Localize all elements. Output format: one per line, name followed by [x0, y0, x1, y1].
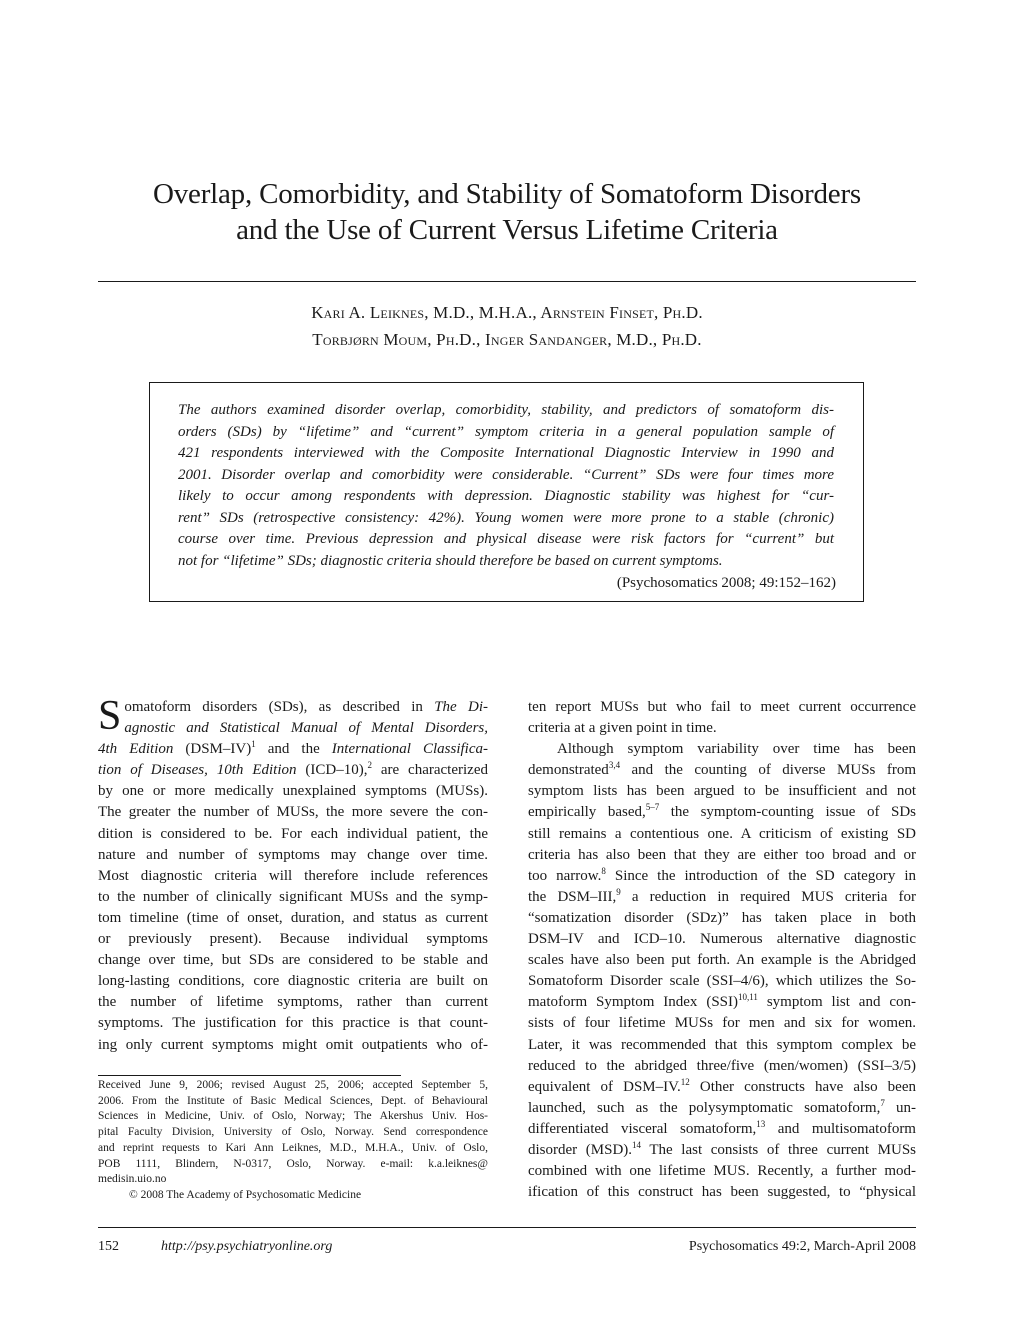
footnote-line: and reprint requests to Kari Ann Leiknes, M.D., M.H.A., Univ. of Oslo, — [98, 1141, 488, 1154]
body-line: criteria at a given point in time. — [528, 720, 717, 737]
body-line: ten report MUSs but who fail to meet current occurrence — [528, 699, 916, 715]
footnote-line: Sciences in Medicine, Univ. of Oslo, Norway; The Akershus Univ. Hos- — [98, 1110, 488, 1123]
body-line: reduced to the abridged three/five (men/women) (SSI–3/5) — [528, 1057, 916, 1074]
page-number: 152 — [98, 1239, 119, 1254]
body-line: Although symptom variability over time has been — [557, 741, 916, 758]
body-line: or previously present). Because individual symptoms — [98, 931, 488, 948]
footnote-line: Received June 9, 2006; revised August 25, 2006; accepted September 5, — [98, 1079, 488, 1091]
body-line: the DSM–III,$^9$ a reduction in required MUS criteria for — [528, 886, 916, 905]
body-line: still remains a contentious one. A criticism of existing SD — [528, 825, 916, 842]
drop-cap: S — [98, 693, 122, 739]
body-line: DSM–IV and ICD–10. Numerous alternative diagnostic — [528, 931, 916, 948]
body-line: demonstrated$^{3,4}$ and the counting of diverse MUSs from — [528, 760, 916, 779]
body-line: to the number of clinically significant MUSs and the symp- — [98, 888, 488, 905]
footnote-line: medisin.uio.no — [98, 1173, 167, 1186]
body-line: disorder (MSD).$^{14}$ The last consists of three current MUSs — [528, 1139, 917, 1158]
author-line: Kari A. Leiknes, M.D., M.H.A., Arnstein Finset, Ph.D. — [311, 303, 703, 322]
body-line: symptoms. The justification for this practice is that count- — [98, 1015, 488, 1032]
abstract-box — [149, 382, 864, 602]
title-line: Overlap, Comorbidity, and Stability of Somatoform Disorders — [152, 178, 861, 210]
footer-divider — [98, 1227, 916, 1228]
body-line: omatoform disorders (SDs), as described in The Di- — [124, 699, 488, 715]
abstract-line: The authors examined disorder overlap, comorbidity, stability, and predictors of somatoform dis- — [178, 402, 834, 418]
body-line: too narrow.$^8$ Since the introduction of the SD category in — [528, 865, 916, 884]
abstract-line: 421 respondents interviewed with the Composite International Diagnostic Interview in 1990 and — [178, 445, 834, 461]
abstract-line: rent” SDs (retrospective consistency: 42%). Young women were more prone to a stable (chronic) — [178, 509, 834, 526]
title-divider — [98, 281, 916, 282]
body-line: long-lasting conditions, core diagnostic criteria are built on — [98, 973, 488, 990]
body-line: combined with one lifetime MUS. Recently, a further mod- — [528, 1163, 916, 1180]
title-line: and the Use of Current Versus Lifetime Criteria — [236, 214, 778, 246]
body-line: differentiated visceral somatoform,$^{13}$ and multisomatoform — [528, 1118, 916, 1137]
copyright: © 2008 The Academy of Psychosomatic Medicine — [129, 1188, 362, 1201]
journal-issue: Psychosomatics 49:2, March-April 2008 — [688, 1239, 916, 1254]
body-line: ing only current symptoms might omit outpatients who of- — [98, 1036, 488, 1053]
footnote — [98, 1078, 488, 1204]
body-line: by one or more medically unexplained symptoms (MUSs). — [98, 783, 488, 800]
author-list — [98, 299, 916, 353]
body-line: agnostic and Statistical Manual of Mental Disorders, — [124, 720, 488, 737]
abstract-line: not for “lifetime” SDs; diagnostic criteria should therefore be based on current symptoms. — [178, 552, 723, 569]
body-line: launched, such as the polysymptomatic somatoform,$^7$ un- — [528, 1097, 916, 1116]
body-line: 4th Edition $(DSM-IV)^1$ and the International Classifica- — [98, 739, 488, 758]
body-line: “somatization disorder (SDz)” has taken place in both — [528, 909, 916, 926]
body-column-right — [528, 697, 916, 1203]
body-line: nature and number of symptoms may change over time. — [98, 846, 488, 863]
body-line: tom timeline (time of onset, duration, and status as current — [98, 909, 488, 926]
abstract-line: likely to occur among respondents with depression. Diagnostic stability was highest for “cur- — [178, 488, 834, 504]
article-title — [98, 176, 916, 248]
body-line: Somatoform Disorder scale (SSI–4/6), which utilizes the So- — [528, 973, 916, 990]
abstract-line: 2001. Disorder overlap and comorbidity were considerable. “Current” SDs were four times more — [178, 466, 834, 483]
body-line: The greater the number of MUSs, the more severe the con- — [98, 804, 488, 821]
body-line: empirically based,$^{5-7}$ the symptom-counting issue of SDs — [528, 802, 916, 821]
abstract-text — [178, 400, 834, 572]
footnote-divider — [98, 1075, 401, 1076]
footnote-line: pital Faculty Division, University of Oslo, Norway. Send correspondence — [98, 1126, 488, 1139]
abstract-citation: (Psychosomatics 2008; 49:152–162) — [616, 575, 836, 591]
footnote-line: POB 1111, Blindern, N-0317, Oslo, Norway. e-mail: k.a.leiknes@ — [98, 1157, 488, 1170]
author-line: Torbjørn Moum, Ph.D., Inger Sandanger, M.D., Ph.D. — [312, 330, 702, 349]
body-line: equivalent of DSM–IV.$^{12}$ Other constructs have also been — [528, 1076, 916, 1095]
abstract-line: course over time. Previous depression and physical disease were risk factors for “current” but — [178, 531, 834, 547]
journal-url-link[interactable]: http://psy.psychiatryonline.org — [161, 1239, 333, 1254]
body-line: matoform Symptom Index (SSI)$^{10,11}$ symptom list and con- — [528, 992, 916, 1011]
body-line: Later, it was recommended that this symptom complex be — [528, 1036, 916, 1053]
abstract-line: orders (SDs) by “lifetime” and “current” symptom criteria in a general population sample of — [178, 423, 834, 440]
body-line: symptom lists has been argued to be insufficient and not — [528, 783, 916, 800]
body-line: the number of lifetime symptoms, rather than current — [98, 994, 488, 1011]
footnote-line: 2006. From the Institute of Basic Medical Sciences, Dept. of Behavioural — [98, 1094, 488, 1107]
body-line: change over time, but SDs are considered to be stable and — [98, 952, 488, 969]
body-column-left — [98, 693, 488, 1056]
body-line: criteria has also been that they are either too broad and or — [528, 846, 916, 863]
body-line: scales have also been put forth. An example is the Abridged — [528, 952, 916, 969]
body-line: Most diagnostic criteria will therefore include references — [98, 867, 488, 884]
body-line: sists of four lifetime MUSs for men and six for women. — [528, 1015, 916, 1032]
body-line: dition is considered to be. For each individual patient, the — [98, 825, 488, 842]
body-line: ification of this construct has been suggested, to “physical — [528, 1184, 916, 1201]
body-line: tion of Diseases, 10th Edition (ICD–10),$^2$ are characterized — [98, 760, 488, 779]
